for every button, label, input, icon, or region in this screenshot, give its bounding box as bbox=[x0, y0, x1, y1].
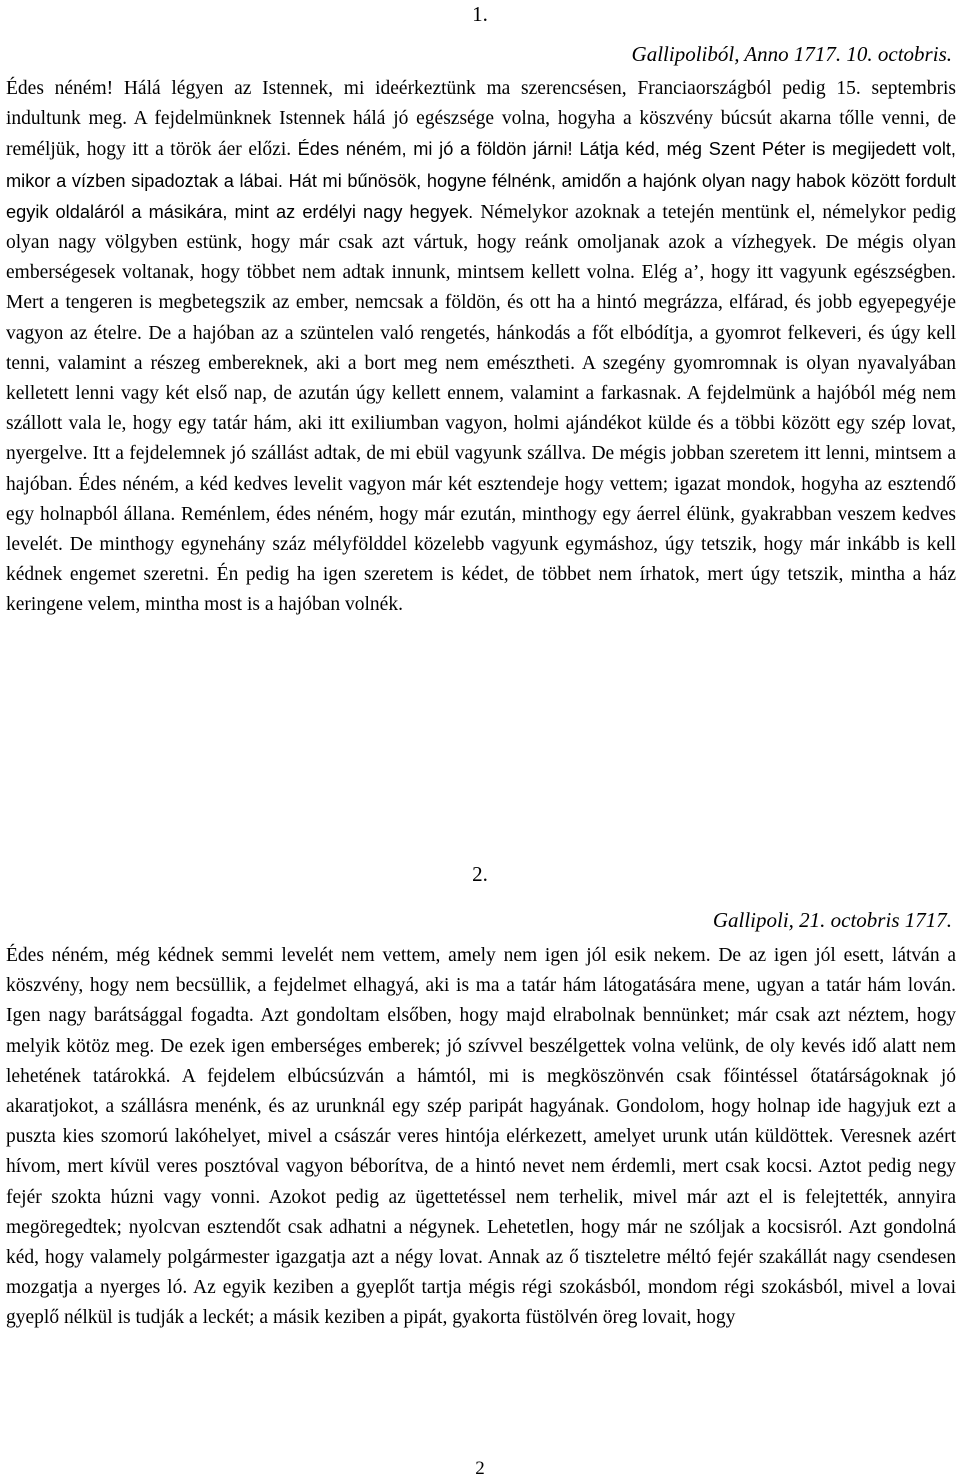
letter-1-dateline: Gallipoliból, Anno 1717. 10. octobris. bbox=[631, 42, 952, 66]
letter-1-number: 1. bbox=[472, 2, 488, 26]
letter-2-number: 2. bbox=[472, 862, 488, 886]
page-number: 2 bbox=[475, 1458, 485, 1479]
letter-1-text-segment: Édes néném, mi jó a földön járni! Látja kéd, még Szent Péter is megijedett volt, mikor a vízben sipadoztak a lábai. Hát mi bűnösök, hogyne félnénk, amidőn a hajónk olyan nagy habok között fordult egyik oldaláról a másikára, mint az erdélyi nagy hegyek. bbox=[6, 139, 956, 222]
letter-2-text-segment: Édes néném, még kédnek semmi levelét nem vettem, amely nem igen jól esik nekem. De az igen jól esett, látván a köszvény, hogy nem becsüllik, a fejdelmet elhagyá, aki is ma a tatár hám látogatására mene, ugyan a tatár hám lován. Igen nagy barátsággal fogadta. Azt gondoltam elsőben, hogy majd elrabolnak bennünket; már csak azt néztem, hogy melyik kötöz meg. De ezek igen emberséges emberek; jó szívvel beszélgettek volna velünk, de oly kevés idő alatt nem lehetének tatárokká. A fejdelem elbúcsúzván a hámtól, mi is megköszönvén csak főintéssel őtatárságoknak jó akaratjokot, a szállásra menénk, és az urunknál egy szép paripát hagyának. Gondolom, hogy holnap ide hagyjuk ezt a puszta kies szomorú lakóhelyet, mivel a császár veres hintója elérkezett, amelyet urunk után küldöttek. Veresnek azért hívom, mert kívül veres posztóval vagyon béborítva, de a hintó nevet nem érdemli, mert csak kocsi. Aztot pedig negy fejér szokta húzni vagy vonni. Azokot pedig az ügettetéssel nem terhelik, mivel már azt el is felejtették, annyira megöregedtek; nyolcvan esztendőt csak adhatni a négynek. Lehetetlen, hogy már ne szóljak a kocsisról. Azt gondolná kéd, hogy valamely polgármester igazgatja azt a négy lovat. Annak az ő tiszteletre méltó fejér szakállát nagy csendesen mozgatja a nyerges ló. Az egyik keziben a gyeplőt tartja mégis régi szokásból, mondom régi szokásból, mivel a lovai gyeplő nélkül is tudják a leckét; a másik keziben a pipát, gyakorta füstölvén öreg lovait, hogy bbox=[6, 945, 956, 1329]
letter-2-dateline: Gallipoli, 21. octobris 1717. bbox=[712, 908, 952, 932]
letter-1-text-segment: Édes néném! Hálá légyen az Istennek, mi ideérkeztünk ma szerencsésen, Franciaországból pedig 15. septembris indultunk meg. A fejdelmünknek Istennek hálá jó egészsége volna, hogyha a köszvény búcsút akarna tőlle venni, de reméljük, hogy itt a török áer előzi. bbox=[6, 78, 956, 161]
letter-1-body bbox=[6, 74, 956, 621]
letter-2-body bbox=[6, 941, 956, 1334]
letter-1-text-segment: Némelykor azoknak a tetején mentünk el, némelykor pedig olyan nagy völgyben estünk, hogy már csak azt vártuk, hogy reánk omoljanak azok a vízhegyek. De mégis olyan emberségesek voltanak, hogy többet nem adtak innunk, mintsem kellett volna. Elég a’, hogy itt vagyunk egészségben. Mert a tengeren is megbetegszik az ember, nemcsak a földön, és ott ha a hintó megrázza, elfárad, és jobb egyepegyéje vagyon az ételre. De a hajóban az a szüntelen való rengetés, hánkodás a főt elbódítja, a gyomrot felkeveri, és úgy kell tenni, valamint a részeg embereknek, aki a bort meg nem emésztheti. A szegény gyomromnak is olyan nyavalyában kelletett lenni vagy két első nap, de azután úgy kellett ennem, valamint a farkasnak. A fejdelmünk a hajóból még nem szállott vala le, hogy egy tatár hám, aki itt exiliumban vagyon, holmi ajándékot külde és a többi között egy szép lovat, nyergelve. Itt a fejdelemnek jó szállást adtak, de mi ebül vagyunk szállva. De mégis jobban szeretem itt lenni, mintsem a hajóban. Édes néném, a kéd kedves levelit vagyon már két esztendeje hogy vettem; igazat mondok, hogyha az esztendő egy holnapból állana. Reménlem, édes néném, hogy már ezután, minthogy egy áerrel élünk, gyakrabban veszem kedves levelét. De minthogy egynehány száz mélyfölddel közelebb vagyunk egymáshoz, úgy tetszik, hogy már inkább is kell kédnek engemet szeretni. Én pedig ha igen szeretem is kédet, de többet nem írhatok, mert úgy tetszik, mintha a ház keringene velem, mintha most is a hajóban volnék. bbox=[6, 201, 956, 616]
